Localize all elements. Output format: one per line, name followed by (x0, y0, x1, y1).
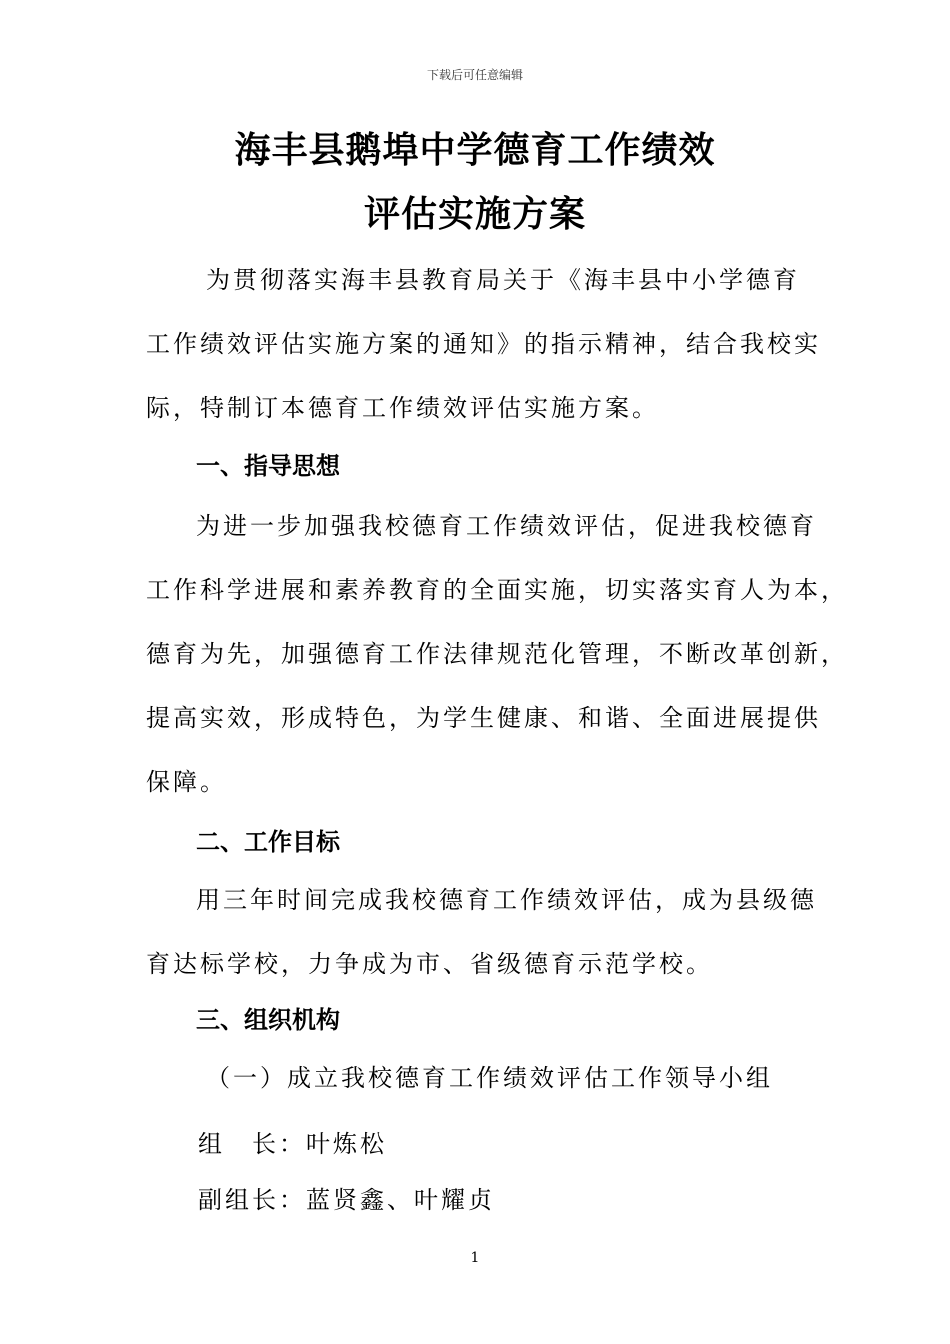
intro-line-2: 工作绩效评估实施方案的通知》的指示精神，结合我校实 (146, 330, 821, 358)
group-leader: 组 长：叶炼松 (198, 1130, 387, 1158)
section-heading-2: 二、工作目标 (196, 827, 340, 856)
section-heading-3: 三、组织机构 (196, 1005, 340, 1034)
section-heading-1: 一、指导思想 (196, 451, 340, 480)
section1-line-4: 提高实效，形成特色，为学生健康、和谐、全面进展提供 (146, 704, 821, 732)
section1-line-5: 保障。 (146, 768, 227, 796)
section2-line-1: 用三年时间完成我校德育工作绩效评估，成为县级德 (196, 886, 817, 914)
section1-line-3: 德育为先，加强德育工作法律规范化管理，不断改革创新， (146, 640, 848, 668)
title-line-2: 评估实施方案 (363, 193, 586, 235)
section1-line-1: 为进一步加强我校德育工作绩效评估，促进我校德育 (196, 512, 817, 540)
intro-line-1: 为贯彻落实海丰县教育局关于《海丰县中小学德育 (206, 266, 800, 294)
group-deputy-leaders: 副组长：蓝贤鑫、叶耀贞 (198, 1186, 495, 1214)
section3-subheading: （一）成立我校德育工作绩效评估工作领导小组 (206, 1064, 773, 1092)
page-number: 1 (470, 1250, 480, 1266)
section2-line-2: 育达标学校，力争成为市、省级德育示范学校。 (146, 950, 713, 978)
intro-line-3: 际，特制订本德育工作绩效评估实施方案。 (146, 394, 659, 422)
title-line-1: 海丰县鹅埠中学德育工作绩效 (234, 129, 716, 171)
section1-line-2: 工作科学进展和素养教育的全面实施，切实落实育人为本， (146, 576, 848, 604)
header-note: 下载后可任意编辑 (426, 68, 523, 82)
